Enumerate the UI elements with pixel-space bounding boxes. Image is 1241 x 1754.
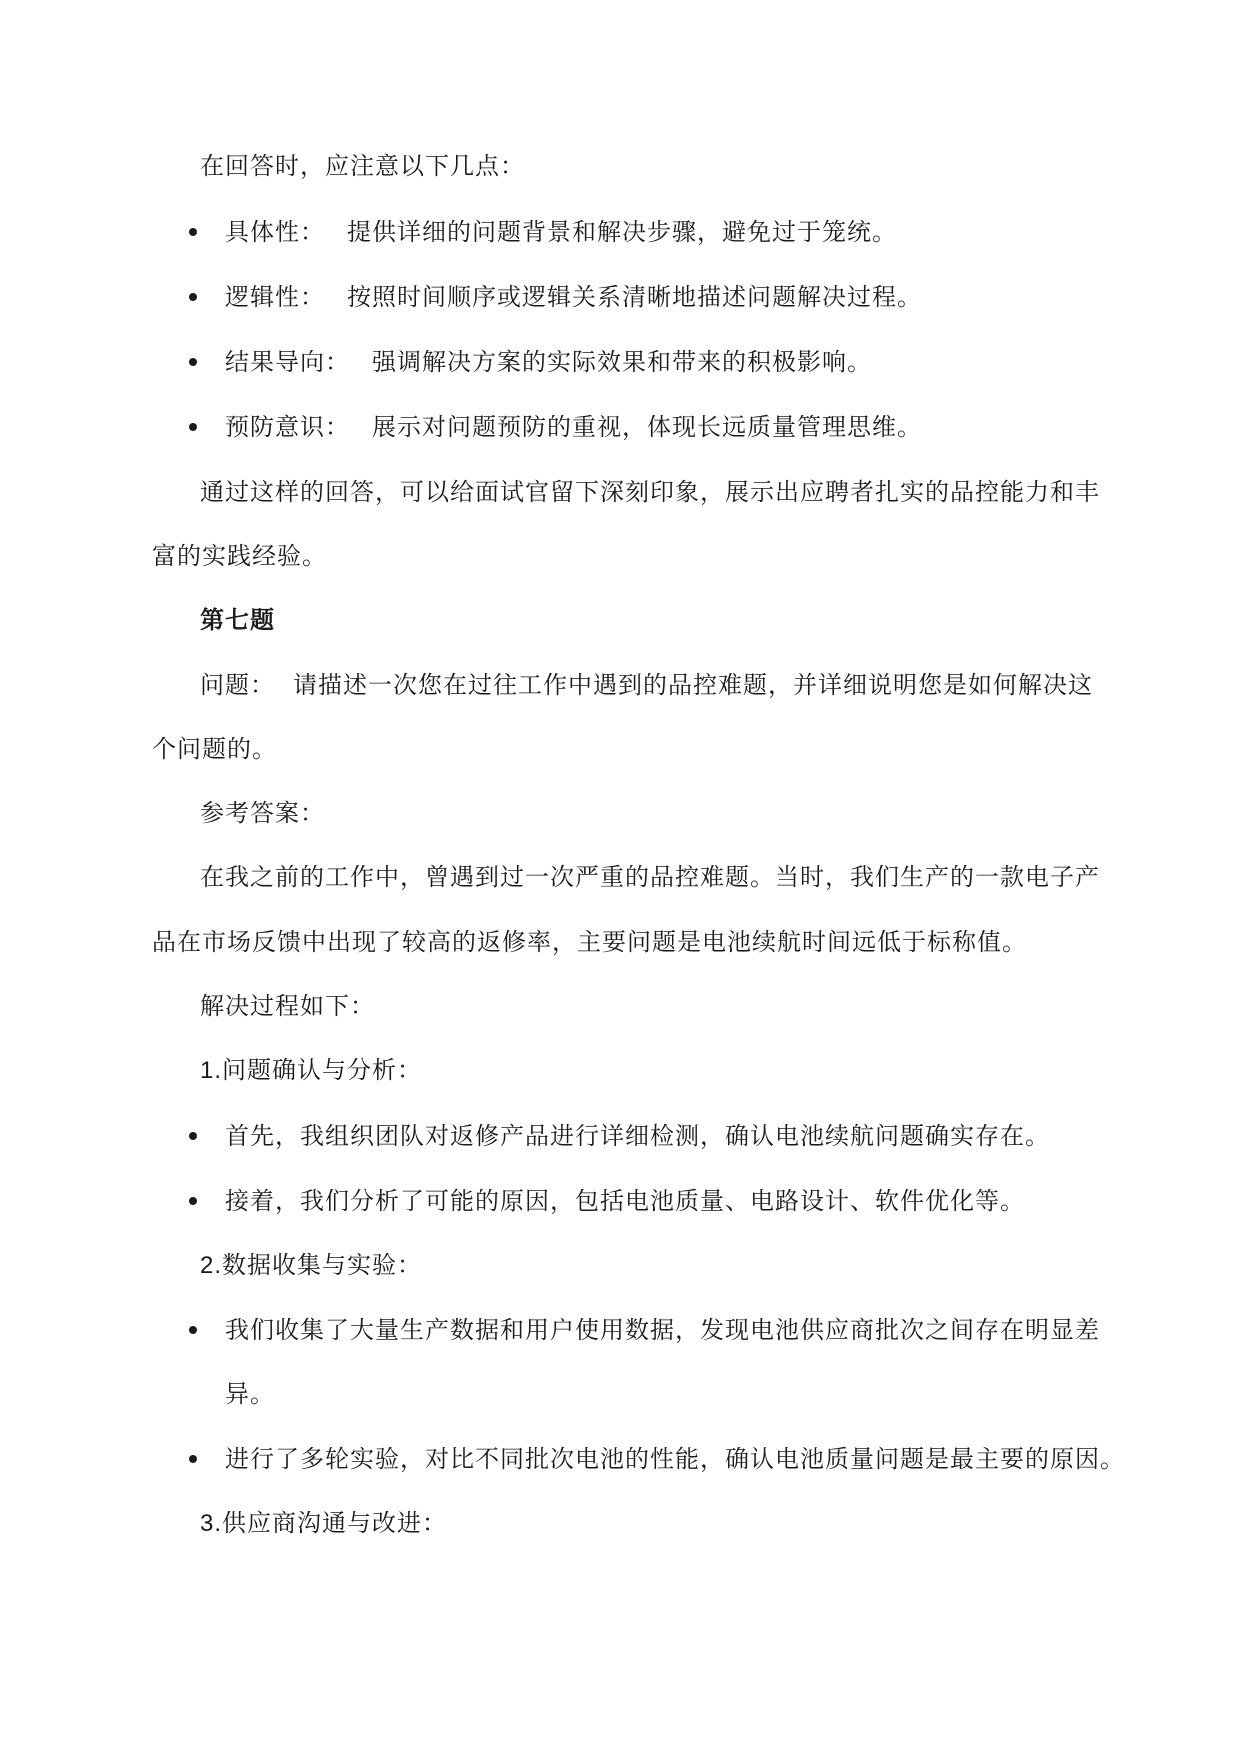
step-title: 数据收集与实验： — [222, 1251, 423, 1279]
point-label: 具体性： — [225, 218, 325, 246]
question-line-1 — [200, 669, 1093, 701]
bullet-dot — [189, 1132, 197, 1140]
step-bullet: 进行了多轮实验，对比不同批次电池的性能，确认电池质量问题是最主要的原因。 — [225, 1445, 1125, 1473]
summary-line-2: 富的实践经验。 — [152, 542, 327, 570]
bullet-dot — [189, 1197, 197, 1205]
bullet-dot — [189, 1455, 197, 1463]
step-bullet: 首先，我组织团队对返修产品进行详细检测，确认电池续航问题确实存在。 — [225, 1122, 1050, 1150]
answer-line-2: 品在市场反馈中出现了较高的返修率，主要问题是电池续航时间远低于标称值。 — [152, 928, 1027, 956]
step-number: 1. — [200, 1057, 223, 1084]
step-bullet: 接着，我们分析了可能的原因，包括电池质量、电路设计、软件优化等。 — [225, 1187, 1025, 1215]
point-item — [225, 411, 922, 443]
question-text: 请描述一次您在过往工作中遇到的品控难题，并详细说明您是如何解决这 — [293, 671, 1093, 699]
point-label: 逻辑性： — [225, 283, 325, 311]
step-title: 问题确认与分析： — [222, 1056, 423, 1084]
answer-line-1: 在我之前的工作中，曾遇到过一次严重的品控难题。当时，我们生产的一款电子产 — [200, 863, 1100, 891]
point-label: 预防意识： — [225, 413, 350, 441]
step-title: 供应商沟通与改进： — [222, 1509, 448, 1537]
step-number: 3. — [200, 1510, 223, 1537]
step-bullet-continuation: 异。 — [225, 1380, 275, 1408]
question-line-2: 个问题的。 — [152, 735, 277, 763]
bullet-dot — [189, 228, 197, 236]
intro-text: 在回答时，应注意以下几点： — [200, 152, 525, 180]
point-text: 提供详细的问题背景和解决步骤，避免过于笼统。 — [347, 218, 897, 246]
step-number: 2. — [200, 1252, 223, 1279]
process-intro: 解决过程如下： — [200, 992, 375, 1020]
step-bullet: 我们收集了大量生产数据和用户使用数据，发现电池供应商批次之间存在明显差 — [225, 1316, 1100, 1344]
bullet-dot — [189, 293, 197, 301]
step-heading — [200, 1054, 422, 1087]
section-title: 第七题 — [200, 606, 275, 634]
step-heading — [200, 1507, 447, 1540]
point-text: 强调解决方案的实际效果和带来的积极影响。 — [372, 348, 872, 376]
point-text: 展示对问题预防的重视，体现长远质量管理思维。 — [372, 413, 922, 441]
answer-label: 参考答案： — [200, 799, 325, 827]
point-item — [225, 281, 922, 313]
point-item — [225, 216, 897, 248]
bullet-dot — [189, 1326, 197, 1334]
question-label: 问题： — [200, 671, 275, 699]
summary-line-1: 通过这样的回答，可以给面试官留下深刻印象，展示出应聘者扎实的品控能力和丰 — [200, 478, 1100, 506]
point-label: 结果导向： — [225, 348, 350, 376]
bullet-dot — [189, 423, 197, 431]
step-heading — [200, 1249, 422, 1282]
point-item — [225, 346, 872, 378]
point-text: 按照时间顺序或逻辑关系清晰地描述问题解决过程。 — [347, 283, 922, 311]
bullet-dot — [189, 358, 197, 366]
